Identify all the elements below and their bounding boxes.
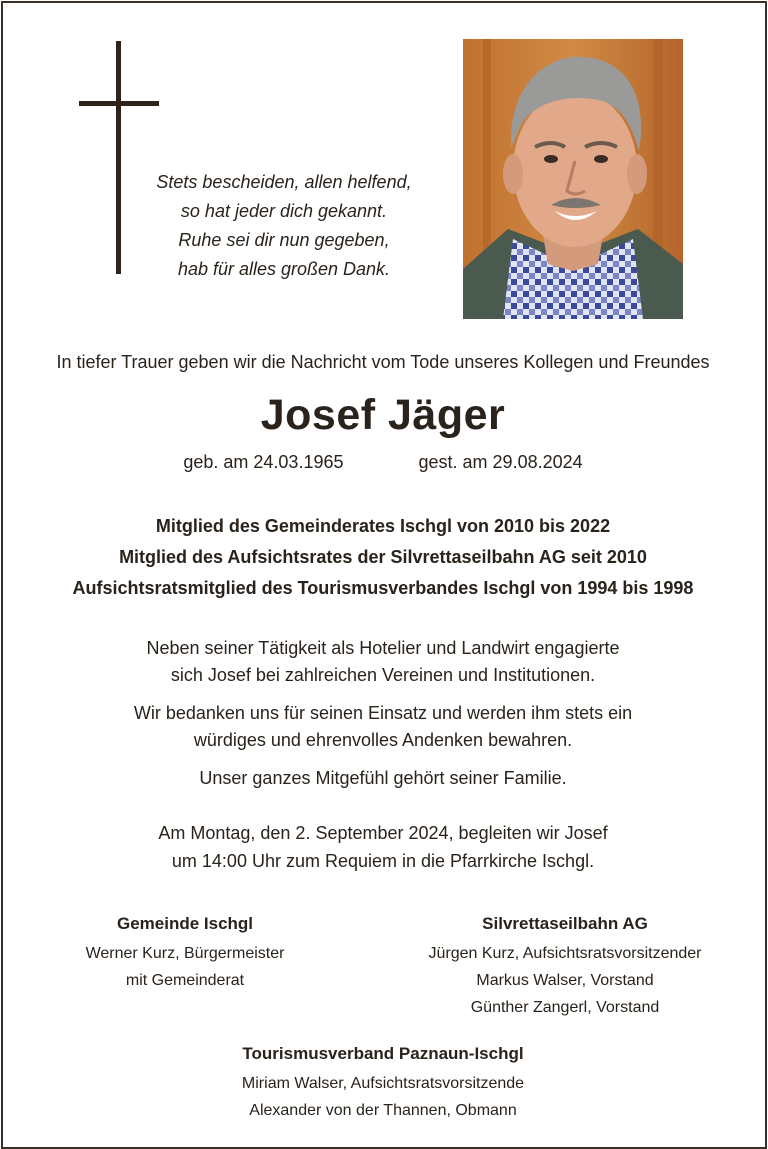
signature-org: Gemeinde Ischgl: [116, 914, 254, 933]
paragraph-requiem: [0, 819, 766, 875]
paragraph-line: Am Montag, den 2. September 2024, begleiten wir Josef: [158, 823, 608, 843]
paragraph-line: sich Josef bei zahlreichen Vereinen und Institutionen.: [170, 665, 596, 685]
paragraph-engagement: [0, 635, 766, 689]
paragraph-condolence: [0, 765, 766, 792]
paragraph-line: Wir bedanken uns für seinen Einsatz und werden ihm stets ein: [133, 703, 633, 723]
signature-line: Markus Walser, Vorstand: [476, 972, 654, 989]
life-dates: [0, 452, 766, 473]
poem-line: Ruhe sei dir nun gegeben,: [178, 230, 390, 250]
signature-line: mit Gemeinderat: [125, 972, 245, 989]
announcement-intro: In tiefer Trauer geben wir die Nachricht vom Tode unseres Kollegen und Freundes: [56, 352, 710, 372]
paragraph-line: Neben seiner Tätigkeit als Hotelier und Landwirt engagierte: [146, 638, 620, 658]
signature-seilbahn: [400, 908, 730, 1021]
paragraph-line: um 14:00 Uhr zum Requiem in die Pfarrkirche Ischgl.: [171, 851, 595, 871]
poem-line: hab für alles großen Dank.: [177, 259, 391, 279]
signature-org: Silvrettaseilbahn AG: [482, 914, 648, 933]
signature-gemeinde: [60, 908, 310, 994]
birth-date: geb. am 24.03.1965: [183, 452, 344, 472]
paragraph-thanks: [0, 700, 766, 754]
signature-line: Miriam Walser, Aufsichtsratsvorsitzende: [241, 1075, 525, 1092]
deceased-name: Josef Jäger: [260, 391, 506, 439]
signature-line: Werner Kurz, Bürgermeister: [85, 945, 285, 962]
paragraph-line: Unser ganzes Mitgefühl gehört seiner Familie.: [199, 768, 567, 788]
role-item: Mitglied des Gemeinderates Ischgl von 2010 bis 2022: [155, 516, 611, 536]
role-item: Aufsichtsratsmitglied des Tourismusverbandes Ischgl von 1994 bis 1998: [72, 578, 694, 598]
signature-org: Tourismusverband Paznaun-Ischgl: [242, 1044, 524, 1063]
memorial-poem: [128, 168, 440, 284]
roles-list: [0, 511, 766, 604]
poem-line: Stets bescheiden, allen helfend,: [156, 172, 412, 192]
poem-line: so hat jeder dich gekannt.: [180, 201, 388, 221]
death-date: gest. am 29.08.2024: [418, 452, 583, 472]
signature-line: Jürgen Kurz, Aufsichtsratsvorsitzender: [428, 945, 702, 962]
paragraph-line: würdiges und ehrenvolles Andenken bewahren.: [193, 730, 573, 750]
portrait-photo: [463, 39, 683, 319]
signature-line: Alexander von der Thannen, Obmann: [249, 1102, 517, 1119]
role-item: Mitglied des Aufsichtsrates der Silvrettaseilbahn AG seit 2010: [119, 547, 647, 567]
signature-tourismusverband: [183, 1038, 583, 1124]
signature-line: Günther Zangerl, Vorstand: [470, 999, 660, 1016]
